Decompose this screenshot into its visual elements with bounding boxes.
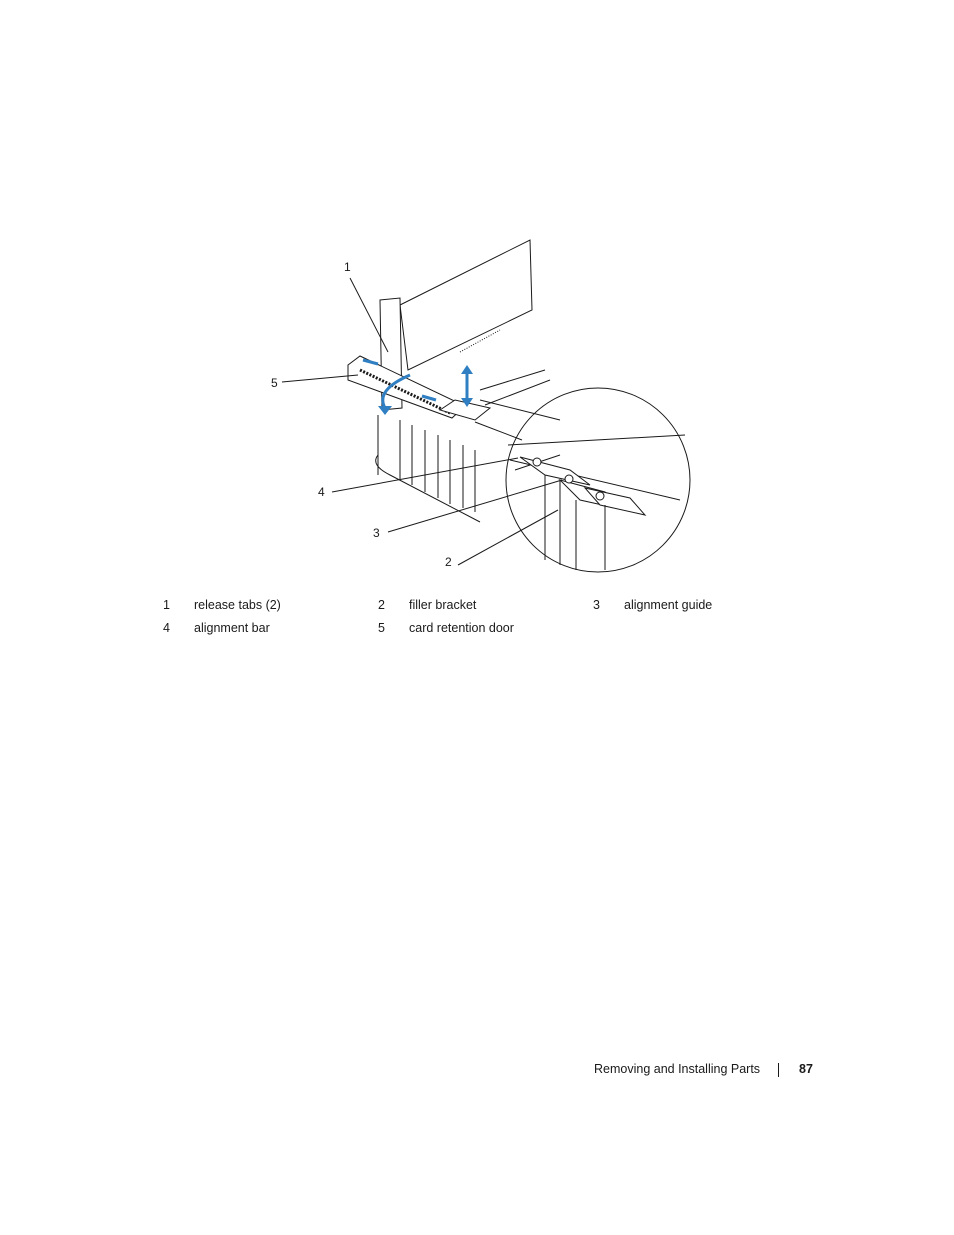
callout-3: 3 xyxy=(373,526,380,540)
figure-legend xyxy=(163,598,803,644)
callout-2: 2 xyxy=(445,555,452,569)
legend-number: 4 xyxy=(163,621,170,635)
legend-row xyxy=(163,598,803,621)
legend-label: card retention door xyxy=(409,621,514,635)
page-number: 87 xyxy=(799,1062,813,1076)
legend-number: 5 xyxy=(378,621,385,635)
footer-section-title: Removing and Installing Parts xyxy=(594,1062,761,1076)
footer-separator xyxy=(778,1063,779,1077)
callout-5: 5 xyxy=(271,376,278,390)
illustration-svg xyxy=(260,230,700,580)
callout-1: 1 xyxy=(344,260,351,274)
legend-label: filler bracket xyxy=(409,598,477,612)
legend-row xyxy=(163,621,803,644)
legend-number: 1 xyxy=(163,598,170,612)
filler-brackets xyxy=(378,415,475,512)
legend-number: 3 xyxy=(593,598,600,612)
legend-number: 2 xyxy=(378,598,385,612)
magnified-view xyxy=(506,388,690,572)
legend-label: alignment bar xyxy=(194,621,270,635)
legend-label: release tabs (2) xyxy=(194,598,281,612)
leader-5 xyxy=(282,375,358,382)
callout-4: 4 xyxy=(318,485,325,499)
legend-label: alignment guide xyxy=(624,598,713,612)
card-retention-illustration xyxy=(260,230,700,580)
expansion-card xyxy=(400,240,532,370)
